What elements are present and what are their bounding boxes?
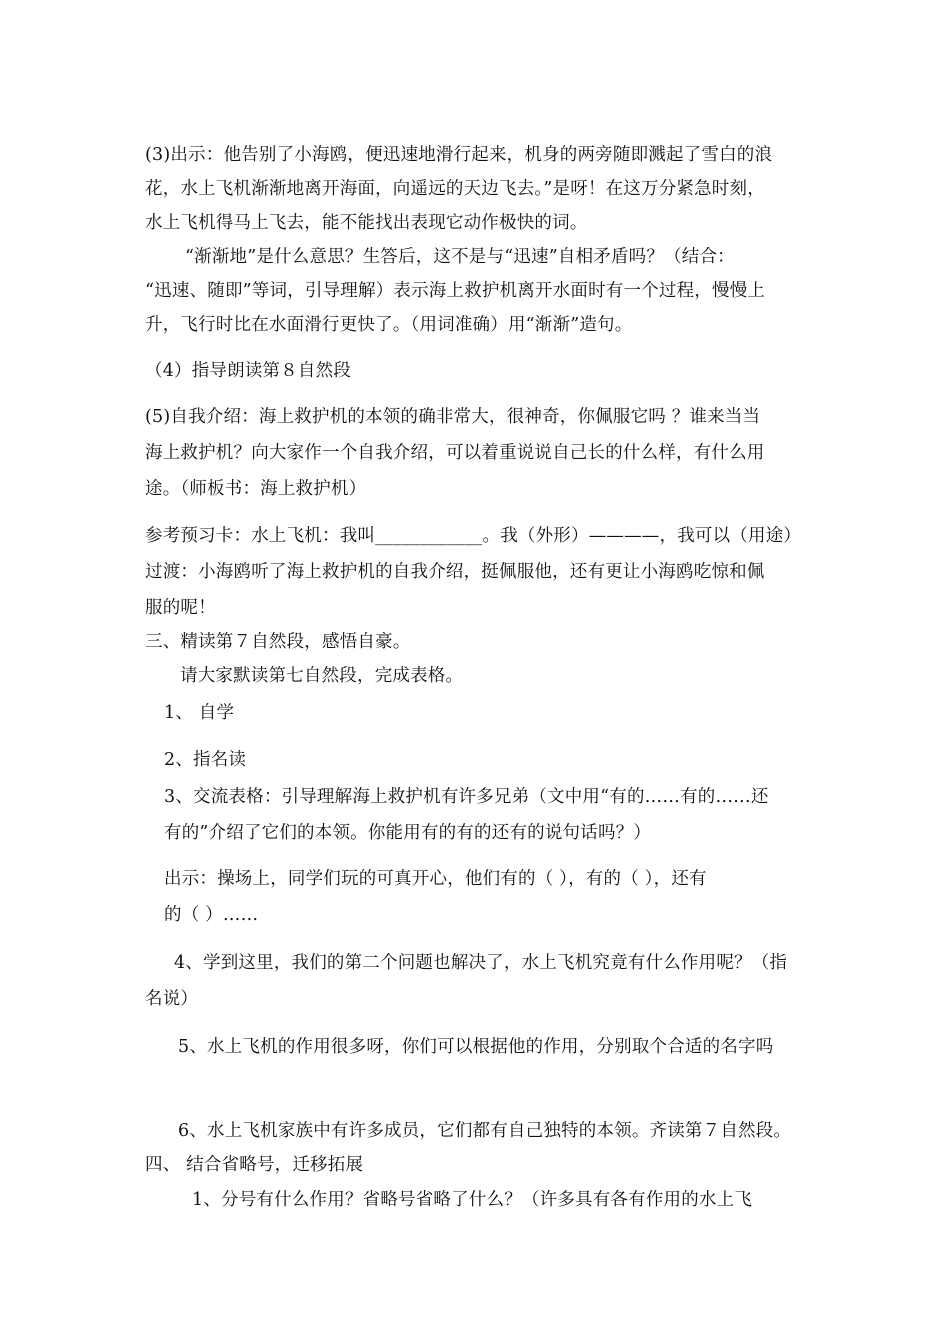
list-item-1: 1、 自学 (164, 703, 235, 723)
list-item-7: 1、分号有什么作用？省略号省略了什么？（许多具有各有作用的水上飞 (192, 1190, 753, 1210)
text-line-11: 参考预习卡：水上飞机：我叫____________。我（外形）————，我可以（用途） (145, 526, 802, 546)
text-line-13: 服的呢！ (145, 598, 216, 618)
section-heading-4: 四、 结合省略号，迁移拓展 (145, 1155, 364, 1175)
text-line-10: 途。（师板书：海上救护机） (145, 479, 367, 499)
text-line-12: 过渡：小海鸥听了海上救护机的自我介绍，挺佩服他，还有更让小海鸥吃惊和佩 (145, 562, 765, 582)
text-line-7: （4）指导朗读第８自然段 (145, 361, 352, 381)
list-item-4: 4、学到这里，我们的第二个问题也解决了，水上飞机究竟有什么作用呢？（指 (174, 953, 788, 973)
text-line-5: “迅速、随即”等词，引导理解）表示海上救护机离开水面时有一个过程，慢慢上 (145, 281, 766, 301)
list-item-3: 3、交流表格：引导理解海上救护机有许多兄弟（文中用“有的……有的……还 (164, 787, 769, 807)
text-line-1: (3)出示：他告别了小海鸥，便迅速地滑行起来，机身的两旁随即溅起了雪白的浪 (145, 145, 773, 165)
text-line-21: 的（ ）…… (164, 905, 259, 925)
text-line-2: 花，水上飞机渐渐地离开海面，向遥远的天边飞去。”是呀！在这万分紧急时刻， (145, 179, 765, 199)
text-line-20: 出示：操场上，同学们玩的可真开心，他们有的（ ），有的（ ），还有 (164, 869, 707, 889)
list-item-5: 5、水上飞机的作用很多呀，你们可以根据他的作用，分别取个合适的名字吗 (178, 1037, 774, 1057)
text-line-9: 海上救护机？向大家作一个自我介绍，可以着重说说自己长的什么样，有什么用 (145, 443, 765, 463)
text-line-4: “渐渐地”是什么意思？生答后，这不是与“迅速”自相矛盾吗？（结合： (185, 247, 735, 267)
text-line-15: 请大家默读第七自然段，完成表格。 (180, 666, 464, 686)
text-line-8: (5)自我介绍：海上救护机的本领的确非常大，很神奇，你佩服它吗 ？谁来当当 (145, 407, 761, 427)
text-line-3: 水上飞机得马上飞去，能不能找出表现它动作极快的词。 (145, 213, 588, 233)
text-line-6: 升，飞行时比在水面滑行更快了。（用词准确）用“渐渐”造句。 (145, 315, 633, 335)
text-line-23: 名说） (145, 989, 199, 1009)
list-item-6: 6、水上飞机家族中有许多成员，它们都有自己独特的本领。齐读第７自然段。 (178, 1121, 792, 1141)
section-heading-3: 三、精读第７自然段，感悟自豪。 (145, 632, 411, 652)
list-item-2: 2、指名读 (164, 750, 247, 770)
text-line-19: 有的”介绍了它们的本领。你能用有的有的还有的说句话吗？） (164, 823, 652, 843)
